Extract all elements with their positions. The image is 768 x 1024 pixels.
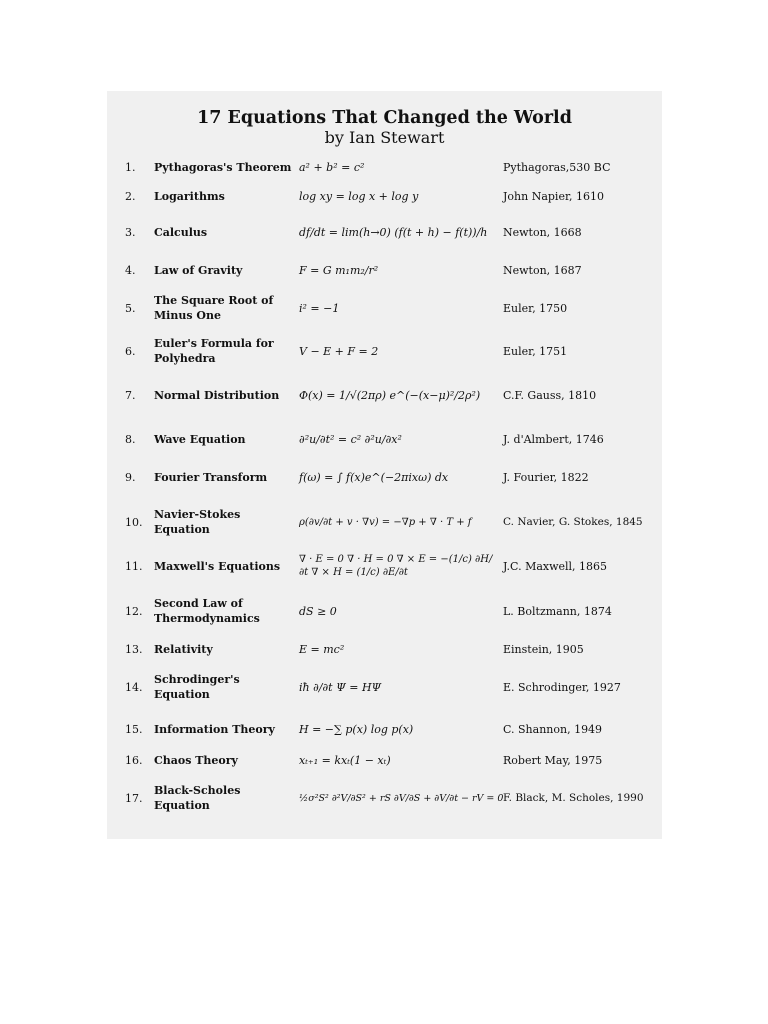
- equation-attribution: Newton, 1687: [503, 263, 582, 277]
- document-title: 17 Equations That Changed the World: [197, 108, 572, 128]
- row-number: 3.: [125, 225, 136, 239]
- equation-row: [107, 669, 662, 705]
- equation-name: Black-Scholes Equation: [154, 784, 241, 812]
- equation-name: Second Law of Thermodynamics: [154, 597, 260, 625]
- equation-formula: [299, 638, 499, 660]
- equation-attribution: L. Boltzmann, 1874: [503, 604, 612, 618]
- equation-name: Pythagoras's Theorem: [154, 160, 292, 174]
- row-number: 7.: [125, 388, 136, 402]
- equation-text: ρ(∂v/∂t + v · ∇v) = −∇p + ∇ · T + f: [299, 516, 472, 528]
- equation-text: V − E + F = 2: [299, 344, 379, 358]
- equation-name: Wave Equation: [154, 432, 246, 446]
- equation-attribution: Newton, 1668: [503, 225, 582, 239]
- equation-formula: [299, 504, 499, 540]
- equation-text: log xy = log x + log y: [299, 189, 419, 203]
- equation-row: [107, 255, 662, 285]
- row-number: 8.: [125, 432, 136, 446]
- equation-text: f(ω) = ∫ f(x)e^(−2πixω) dx: [299, 470, 449, 484]
- equation-formula: [299, 457, 499, 497]
- equation-name: Schrodinger's Equation: [154, 673, 240, 701]
- equation-name: The Square Root of Minus One: [154, 294, 274, 322]
- equation-attribution: C. Shannon, 1949: [503, 722, 603, 736]
- row-number: 4.: [125, 263, 136, 277]
- equation-attribution: E. Schrodinger, 1927: [503, 680, 621, 694]
- row-number: 10.: [125, 515, 143, 529]
- equation-attribution: J. d'Almbert, 1746: [503, 432, 604, 446]
- equation-attribution: C. Navier, G. Stokes, 1845: [503, 515, 643, 528]
- equation-attribution: John Napier, 1610: [503, 189, 604, 203]
- equation-attribution: F. Black, M. Scholes, 1990: [503, 791, 644, 804]
- equation-formula: [299, 669, 499, 705]
- equation-name: Normal Distribution: [154, 388, 280, 402]
- equation-formula: [299, 377, 499, 413]
- equation-row: [107, 215, 662, 249]
- equation-attribution: C.F. Gauss, 1810: [503, 388, 597, 402]
- row-number: 6.: [125, 344, 136, 358]
- equation-text: dS ≥ 0: [299, 604, 337, 618]
- equation-name: Euler's Formula for Polyhedra: [154, 337, 274, 365]
- equation-row: [107, 421, 662, 457]
- equation-name: Chaos Theory: [154, 753, 238, 767]
- row-number: 15.: [125, 722, 143, 736]
- equation-text: xₜ₊₁ = kxₜ(1 − xₜ): [299, 753, 391, 767]
- equation-name: Fourier Transform: [154, 470, 268, 484]
- equation-attribution: Robert May, 1975: [503, 753, 603, 767]
- equation-formula: [299, 291, 499, 325]
- equation-formula: [299, 334, 499, 368]
- document-subtitle: by Ian Stewart: [324, 128, 445, 147]
- equation-formula: [299, 779, 504, 817]
- equation-text: a² + b² = c²: [299, 160, 365, 174]
- equation-text: ½σ²S² ∂²V/∂S² + rS ∂V/∂S + ∂V/∂t − rV = 0: [299, 792, 504, 804]
- equation-text: ∇ · E = 0 ∇ · H = 0 ∇ × E = −(1/c) ∂H/∂t ∇ × H = (1/c) ∂E/∂t: [299, 554, 493, 578]
- equation-row: [107, 185, 662, 207]
- equation-name: Logarithms: [154, 189, 225, 203]
- equation-name: Law of Gravity: [154, 263, 243, 277]
- equation-text: H = −∑ p(x) log p(x): [299, 722, 414, 736]
- equation-formula: [299, 255, 499, 285]
- equation-row: [107, 779, 662, 817]
- equation-name: Information Theory: [154, 722, 275, 736]
- equation-text: i² = −1: [299, 301, 340, 315]
- equation-text: Φ(x) = 1/√(2πρ) e^(−(x−μ)²/2ρ²): [299, 388, 481, 402]
- equation-row: [107, 718, 662, 740]
- equation-row: [107, 457, 662, 497]
- equation-attribution: Euler, 1750: [503, 301, 568, 315]
- equation-row: [107, 638, 662, 660]
- equation-formula: [299, 594, 499, 628]
- equation-row: [107, 334, 662, 368]
- equation-text: E = mc²: [299, 642, 345, 656]
- equation-formula: [299, 421, 499, 457]
- document-page: [107, 91, 662, 839]
- equation-formula: [299, 156, 499, 178]
- equation-attribution: Euler, 1751: [503, 344, 568, 358]
- equation-text: iħ ∂/∂t Ψ = HΨ: [299, 680, 382, 694]
- row-number: 1.: [125, 160, 136, 174]
- equation-attribution: J.C. Maxwell, 1865: [503, 559, 608, 573]
- equation-formula: [299, 215, 499, 249]
- equation-attribution: Pythagoras,530 BC: [503, 160, 611, 174]
- equation-text: F = G m₁m₂/r²: [299, 263, 379, 277]
- equation-formula: [299, 718, 499, 740]
- equation-attribution: J. Fourier, 1822: [503, 470, 589, 484]
- equation-row: [107, 504, 662, 540]
- equation-row: [107, 749, 662, 771]
- equation-name: Navier-Stokes Equation: [154, 508, 241, 536]
- row-number: 17.: [125, 791, 143, 805]
- equation-formula: [299, 549, 499, 583]
- row-number: 16.: [125, 753, 143, 767]
- row-number: 14.: [125, 680, 143, 694]
- equation-formula: [299, 749, 499, 771]
- equation-name: Relativity: [154, 642, 213, 656]
- row-number: 13.: [125, 642, 143, 656]
- equation-name: Maxwell's Equations: [154, 559, 281, 573]
- equation-text: ∂²u/∂t² = c² ∂²u/∂x²: [299, 432, 402, 446]
- equation-row: [107, 377, 662, 413]
- equation-row: [107, 594, 662, 628]
- row-number: 12.: [125, 604, 143, 618]
- equation-row: [107, 291, 662, 325]
- equation-row: [107, 549, 662, 583]
- row-number: 11.: [125, 559, 143, 573]
- row-number: 9.: [125, 470, 136, 484]
- equation-name: Calculus: [154, 225, 208, 239]
- row-number: 5.: [125, 301, 136, 315]
- equation-text: df/dt = lim(h→0) (f(t + h) − f(t))/h: [299, 225, 488, 239]
- equation-row: [107, 156, 662, 178]
- equation-attribution: Einstein, 1905: [503, 642, 584, 656]
- row-number: 2.: [125, 189, 136, 203]
- equation-formula: [299, 185, 499, 207]
